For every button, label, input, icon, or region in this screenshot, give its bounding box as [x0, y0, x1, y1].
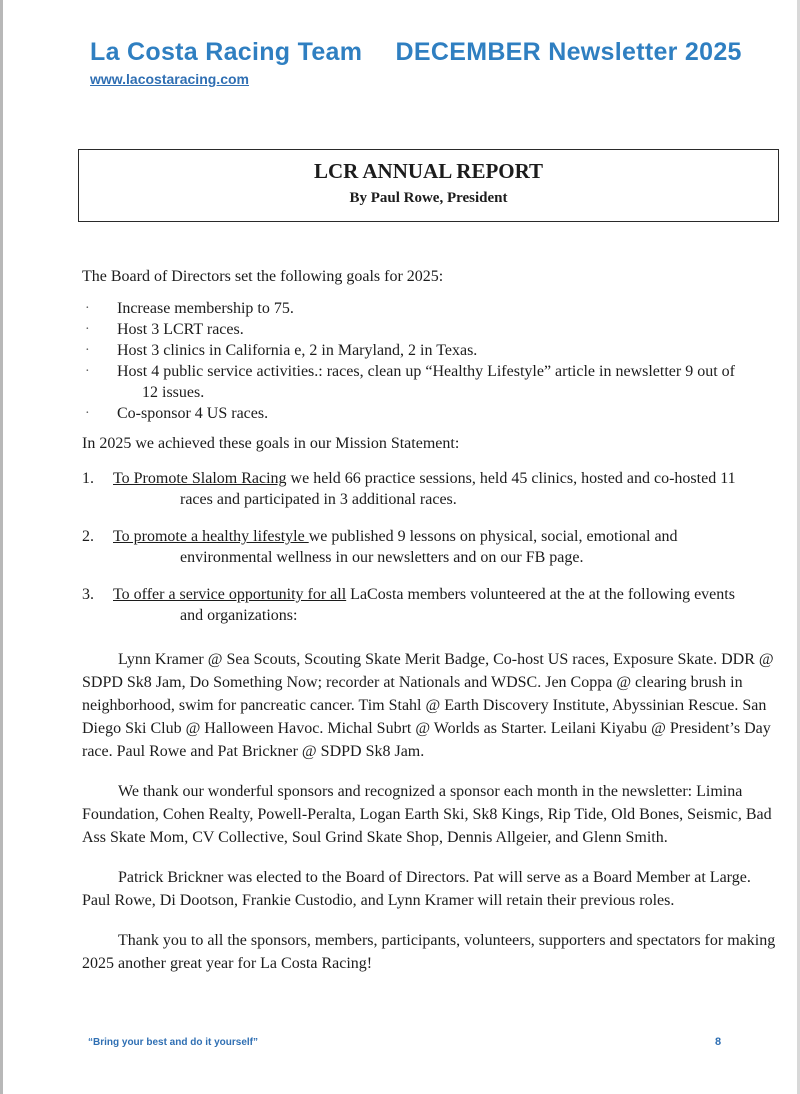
board-paragraph: Patrick Brickner was elected to the Board of Directors. Pat will serve as a Board Member at Large. Paul Rowe, Di Dootson, Frankie Custodio, and Lynn Kramer will retain their previous roles. — [82, 869, 751, 909]
mission-title: To promote a healthy lifestyle — [113, 528, 309, 545]
mission-title: To offer a service opportunity for all — [113, 586, 347, 603]
mission-continuation: races and participated in 3 additional races. — [180, 491, 457, 508]
footer-motto: “Bring your best and do it yourself” — [88, 1037, 259, 1048]
goal-item: · Host 3 LCRT races. — [82, 319, 782, 340]
page-number: 8 — [715, 1036, 722, 1048]
issue-title: DECEMBER Newsletter 2025 — [395, 38, 742, 66]
article-body — [82, 266, 782, 975]
thanks-paragraph: Thank you to all the sponsors, members, participants, volunteers, supporters and spectators for making 2025 another great year for La Costa Racing! — [82, 932, 776, 972]
masthead — [90, 38, 780, 89]
goal-item: · Host 3 clinics in California e, 2 in Maryland, 2 in Texas. — [82, 340, 782, 361]
mission-number: 1. — [82, 470, 94, 487]
report-title: LCR ANNUAL REPORT — [313, 159, 544, 183]
goals-intro: The Board of Directors set the following goals for 2025: — [82, 268, 444, 285]
mission-item — [82, 584, 782, 626]
masthead-title-row — [90, 38, 780, 67]
mission-continuation: and organizations: — [180, 607, 298, 624]
mission-intro: In 2025 we achieved these goals in our Mission Statement: — [82, 435, 460, 452]
report-title-box — [78, 149, 779, 222]
website-link[interactable]: www.lacostaracing.com — [90, 71, 249, 87]
mission-text: LaCosta members volunteered at the at the following events — [346, 586, 735, 603]
goal-item-continuation: 12 issues. — [142, 384, 205, 401]
sponsors-paragraph: We thank our wonderful sponsors and recognized a sponsor each month in the newsletter: Limina Foundation, Cohen Realty, Powell-Peralta, Logan Earth Ski, Sk8 Kings, Rip Tide, Old Bones, Seismic, Bad Ass Skate Mom, CV Collective, Soul Grind Skate Shop, Dennis Allgeier, and Glenn Smith. — [82, 783, 772, 846]
mission-number: 2. — [82, 528, 94, 545]
mission-item — [82, 468, 782, 510]
mission-continuation: environmental wellness in our newsletters and on our FB page. — [180, 549, 584, 566]
goal-item — [82, 361, 782, 403]
volunteers-paragraph: Lynn Kramer @ Sea Scouts, Scouting Skate Merit Badge, Co-host US races, Exposure Skate. DDR @ SDPD Sk8 Jam, Do Something Now; recorder at Nationals and WDSC. Jen Coppa @ clearing brush in neighborhood, swim for pancreatic cancer. Tim Stahl @ Earth Discovery Institute, Abyssinian Rescue. San Diego Ski Club @ Halloween Havoc. Michal Subrt @ Worlds as Starter. Leilani Kiyabu @ President’s Day race. Paul Rowe and Pat Brickner @ SDPD Sk8 Jam. — [82, 651, 774, 760]
team-name: La Costa Racing Team — [90, 38, 363, 66]
goal-item: · Co-sponsor 4 US races. — [82, 403, 782, 424]
mission-title: To Promote Slalom Racing — [113, 470, 287, 487]
mission-text: we published 9 lessons on physical, social, emotional and — [308, 528, 678, 545]
mission-text: we held 66 practice sessions, held 45 clinics, hosted and co-hosted 11 — [286, 470, 736, 487]
mission-item — [82, 526, 782, 568]
goals-list — [82, 298, 782, 424]
goal-item: · Increase membership to 75. — [82, 298, 782, 319]
scan-edge-left — [0, 0, 3, 1094]
report-byline: By Paul Rowe, President — [349, 190, 508, 206]
goal-item-text: Host 4 public service activities.: races, clean up “Healthy Lifestyle” article in newsletter 9 out of — [117, 363, 735, 380]
mission-number: 3. — [82, 586, 94, 603]
